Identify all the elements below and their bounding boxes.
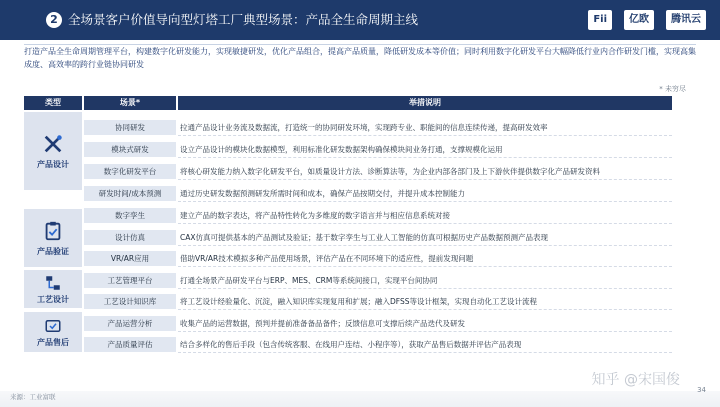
source-note: 来源：工业富联 <box>10 393 56 401</box>
desc-cell: 收集产品的运营数据，预判并提前准备备品备件；反馈信息可支撑后续产品迭代及研发 <box>178 316 672 332</box>
desc-cell: 借助VR/AR技术模拟多种产品使用场景，评估产品在不同环境下的适应性，提前发现问题 <box>178 251 672 267</box>
desc-cell: 将核心研发能力纳入数字化研发平台，如质量设计方法、诊断算法等，为企业内部各部门及上下游伙伴提供数字化产品研发资料 <box>178 164 672 180</box>
after-sales-icon <box>44 317 62 335</box>
category-product-design <box>24 112 82 190</box>
column-header-scene: 场景* <box>84 96 176 110</box>
tencent-cloud-logo: 腾讯云 <box>666 10 706 30</box>
footer-skyline <box>0 391 720 407</box>
desc-cell: 拉通产品设计业务流及数据流，打造统一的协同研发环境，实现跨专业、职能间的信息连续传递，提高研发效率 <box>178 120 672 136</box>
design-tools-icon <box>42 133 64 155</box>
category-after-sales <box>24 312 82 352</box>
clipboard-check-icon <box>42 220 64 242</box>
partner-logos <box>588 10 706 30</box>
category-label: 工艺设计 <box>37 294 69 304</box>
category-process-design <box>24 270 82 308</box>
category-label: 产品售后 <box>37 337 69 347</box>
desc-cell: 结合多样化的售后手段（包含传统客服、在线用户连结、小程序等），获取产品售后数据并评估产品表现 <box>178 337 672 353</box>
column-header-type: 类型 <box>24 96 82 110</box>
fii-logo: Fii <box>588 10 612 30</box>
scene-cell: 研发时间/成本预测 <box>84 186 176 201</box>
scene-cell: 数字孪生 <box>84 208 176 223</box>
column-header-desc: 举措说明 <box>178 96 672 110</box>
desc-cell: CAX仿真可提供基本的产品测试及验证；基于数字孪生与工业人工智能的仿真可根据历史产品数据预测产品表现 <box>178 230 672 246</box>
desc-cell: 打通全场景产品研发平台与ERP、MES、CRM等系统间接口，实现平台间协同 <box>178 273 672 289</box>
scene-cell: 工艺管理平台 <box>84 273 176 288</box>
watermark: 知乎 @宋国俊 <box>591 372 680 388</box>
title-bar <box>0 0 720 40</box>
section-number: 2 <box>46 12 62 28</box>
scene-cell: VR/AR应用 <box>84 251 176 266</box>
scene-cell: 产品运营分析 <box>84 316 176 331</box>
scene-cell: 模块式研发 <box>84 142 176 157</box>
desc-cell: 将工艺设计经验量化、沉淀，融入知识库实现复用和扩展；融入DFSS等设计框架，实现自动化工艺设计流程 <box>178 294 672 310</box>
category-label: 产品验证 <box>37 246 69 256</box>
page-title: 全场景客户价值导向型灯塔工厂典型场景：产品全生命周期主线 <box>68 12 419 27</box>
scene-cell: 产品质量评估 <box>84 337 176 352</box>
category-label: 产品设计 <box>37 159 69 169</box>
desc-cell: 建立产品的数字表达，将产品特性转化为多维度的数字语言并与相应信息系统对接 <box>178 208 672 224</box>
page-number: 34 <box>697 386 706 394</box>
scene-cell: 数字化研发平台 <box>84 164 176 179</box>
process-flow-icon <box>44 274 62 292</box>
category-product-validation <box>24 209 82 267</box>
desc-cell: 通过历史研发数据预测研发所需时间和成本，确保产品按期交付，并提升成本控制能力 <box>178 186 672 202</box>
table-note: * 未穷尽 <box>659 85 686 93</box>
yiou-logo: 亿欧 <box>624 10 654 30</box>
desc-cell: 设立产品设计的模块化数据模型，利用标准化研发数据架构确保模块间业务打通，支撑规模化运用 <box>178 142 672 158</box>
scene-cell: 设计仿真 <box>84 230 176 245</box>
scene-cell: 协同研发 <box>84 120 176 135</box>
intro-text: 打造产品全生命周期管理平台，构建数字化研发能力，实现敏捷研发，优化产品组合，提高产品质量，降低研发成本等价值；同时利用数字化研发平台大幅降低行业内合作研发门槛，实现高集成度、高效率的跨行业链协同研发 <box>24 44 696 71</box>
scene-cell: 工艺设计知识库 <box>84 294 176 309</box>
